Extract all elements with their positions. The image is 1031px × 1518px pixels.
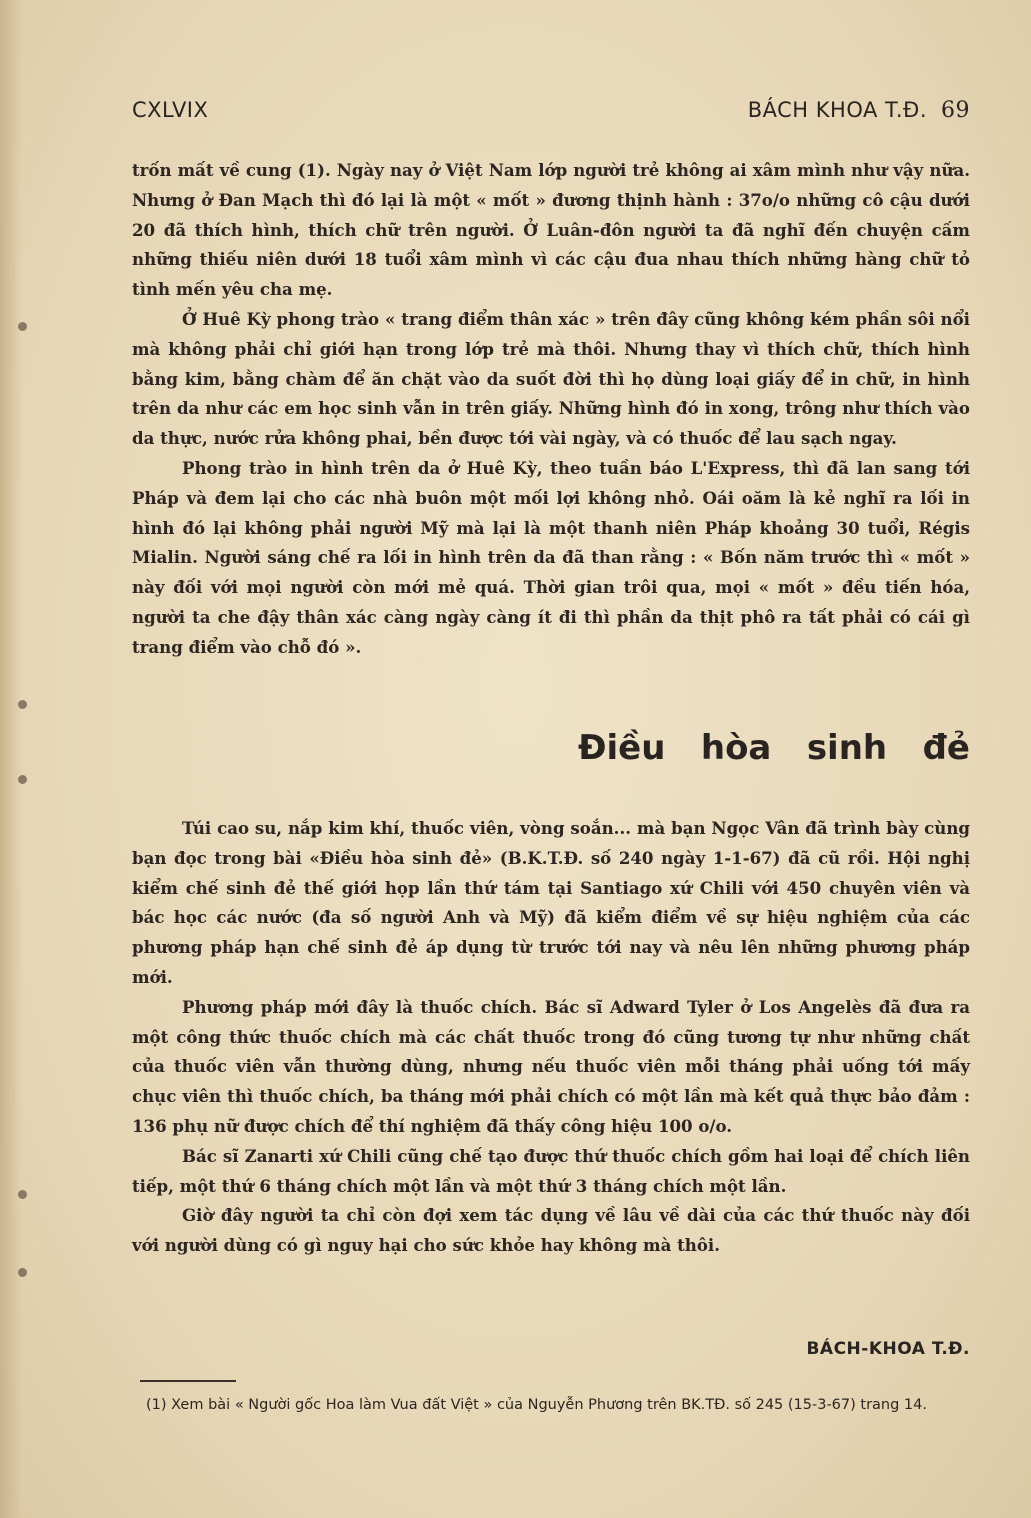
running-header	[132, 98, 970, 132]
title-word: Điều	[578, 728, 666, 768]
footnote	[132, 1392, 970, 1419]
binding-hole	[18, 700, 27, 709]
page-edge-shadow	[0, 0, 22, 1518]
title-word: đẻ	[922, 728, 970, 768]
paragraph: Giờ đây người ta chỉ còn đợi xem tác dụng về lâu về dài của các thứ thuốc này đối với người dùng có gì nguy hại cho sức khỏe hay không mà thôi.	[132, 1205, 970, 1256]
footnote-text: (1) Xem bài « Người gốc Hoa làm Vua đất Việt » của Nguyễn Phương trên BK.TĐ. số 245 (15-3-67) trang 14.	[146, 1397, 927, 1413]
paragraph: Phương pháp mới đây là thuốc chích. Bác sĩ Adward Tyler ở Los Angelès đã đưa ra một công thức thuốc chích mà các chất thuốc trong đó cũng tương tự như những chất của thuốc viên vẫn thường dùng, nhưng nếu thuốc viên mỗi tháng phải uống tới mấy chục viên thì thuốc chích, ba tháng mới phải chích có một lần mà kết quả thực bảo đảm : 136 phụ nữ được chích để thí nghiệm đã thấy công hiệu 100 o/o.	[132, 996, 970, 1136]
title-word: sinh	[806, 728, 888, 768]
page-number: 69	[941, 98, 970, 123]
paragraph: trốn mất về cung (1). Ngày nay ở Việt Nam lớp người trẻ không ai xâm mình như vậy nữa. Nhưng ở Đan Mạch thì đó lại là một « mốt » đương thịnh hành : 37o/o những cô cậu dưới 20 đã thích hình, thích chữ trên người. Ở Luân-đôn người ta đã nghĩ đến chuyện cấm những thiếu niên dưới 18 tuổi xâm mình vì các cậu đua nhau thích những hàng chữ tỏ tình mến yêu cha mẹ.	[132, 160, 970, 300]
binding-hole	[18, 775, 27, 784]
header-journal-title: BÁCH KHOA T.Đ.	[747, 98, 927, 122]
paragraph: Túi cao su, nắp kim khí, thuốc viên, vòng soắn... mà bạn Ngọc Vân đã trình bày cùng bạn đọc trong bài «Điều hòa sinh đẻ» (B.K.T.Đ. số 240 ngày 1-1-67) đã cũ rồi. Hội nghị kiểm chế sinh đẻ thế giới họp lần thứ tám tại Santiago xứ Chili với 450 chuyên viên và bác học các nước (đa số người Anh và Mỹ) đã kiểm điểm về sự hiệu nghiệm của các phương pháp hạn chế sinh đẻ áp dụng từ trước tới nay và nêu lên những phương pháp mới.	[132, 818, 970, 987]
paragraph: Ở Huê Kỳ phong trào « trang điểm thân xác » trên đây cũng không kém phần sôi nổi mà không phải chỉ giới hạn trong lớp trẻ mà thôi. Nhưng thay vì thích chữ, thích hình bằng kim, bằng chàm để ăn chặt vào da suốt đời thì họ dùng loại giấy để in chữ, in hình trên da như các em học sinh vẫn in trên giấy. Những hình đó in xong, trông như thích vào da thực, nước rửa không phai, bền được tới vài ngày, và có thuốc để lau sạch ngay.	[132, 308, 970, 449]
header-roman-numeral: CXLVIX	[132, 98, 209, 122]
article-title	[578, 728, 970, 768]
binding-hole	[18, 1268, 27, 1277]
footnote-rule	[140, 1380, 236, 1382]
binding-hole	[18, 322, 27, 331]
paragraph: Phong trào in hình trên da ở Huê Kỳ, theo tuần báo L'Express, thì đã lan sang tới Pháp và đem lại cho các nhà buôn một mối lợi không nhỏ. Oái oăm là kẻ nghĩ ra lối in hình đó lại không phải người Mỹ mà lại là một thanh niên Pháp khoảng 30 tuổi, Régis Mialin. Người sáng chế ra lối in hình trên da đã than rằng : « Bốn năm trước thì « mốt » này đối với mọi người còn mới mẻ quá. Thời gian trôi qua, mọi « mốt » đều tiến hóa, người ta che đậy thân xác càng ngày càng ít đi thì phần da thịt phô ra tất phải có cái gì trang điểm vào chỗ đó ».	[132, 457, 970, 657]
title-word: hòa	[700, 728, 772, 768]
header-journal	[748, 98, 970, 123]
binding-hole	[18, 1190, 27, 1199]
paragraph: Bác sĩ Zanarti xứ Chili cũng chế tạo được thứ thuốc chích gồm hai loại để chích liên tiếp, một thứ 6 tháng chích một lần và một thứ 3 tháng chích một lần.	[132, 1145, 970, 1196]
article-tattoo-text	[132, 156, 970, 663]
article-birth-control-text	[132, 814, 970, 1261]
signature: BÁCH-KHOA T.Đ.	[806, 1339, 970, 1359]
